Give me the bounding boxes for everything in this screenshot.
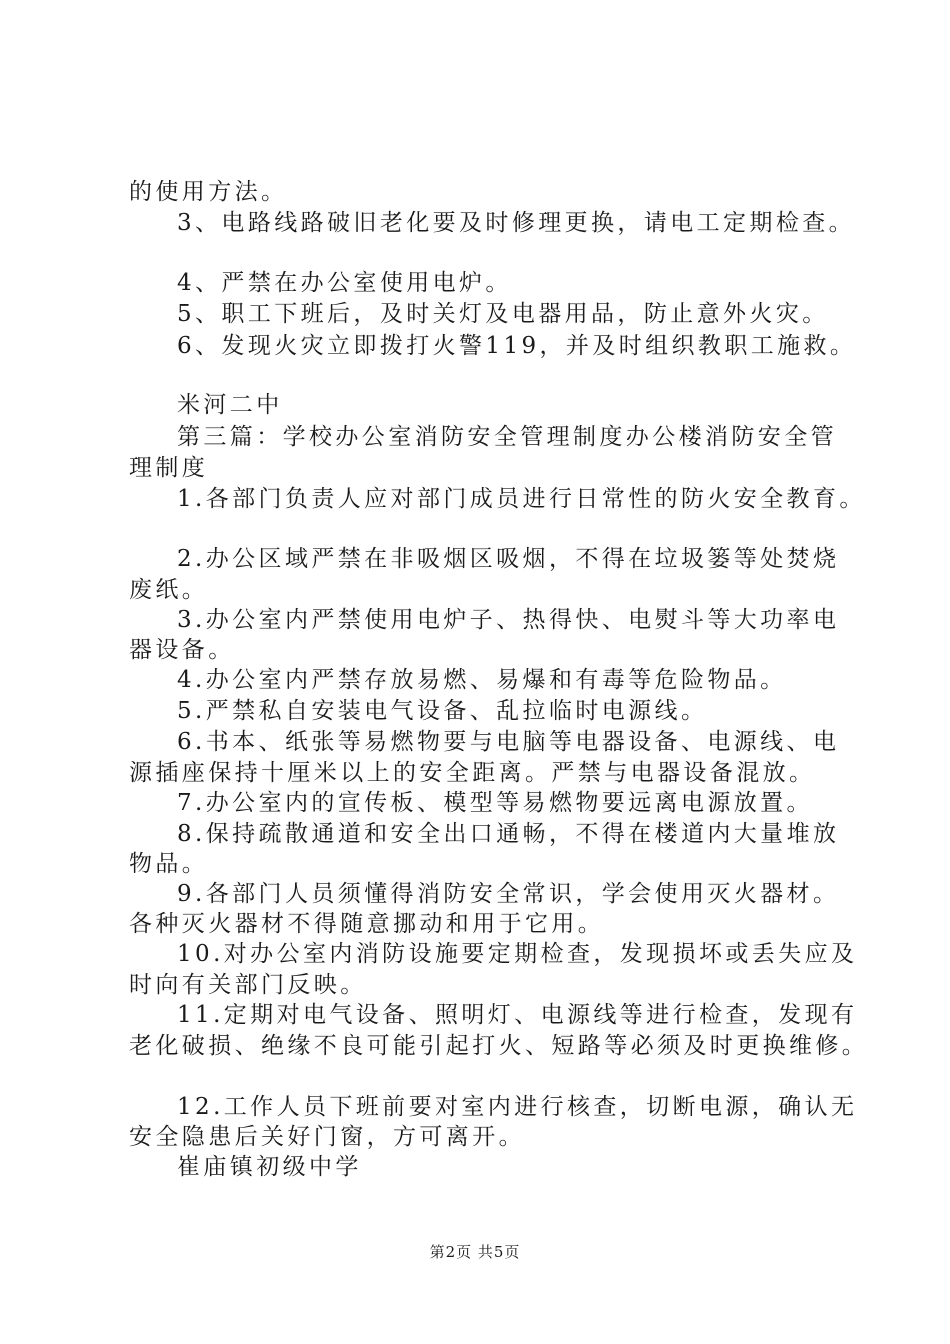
text-line: 器设备。: [129, 637, 235, 663]
text-line: 各种灭火器材不得随意挪动和用于它用。: [129, 911, 605, 937]
text-line: 4.办公室内严禁存放易燃、易爆和有毒等危险物品。: [177, 667, 787, 693]
text-line: 废纸。: [129, 577, 209, 603]
text-line: 11.定期对电气设备、照明灯、电源线等进行检查，发现有: [177, 1002, 858, 1028]
text-line: 源插座保持十厘米以上的安全距离。严禁与电器设备混放。: [129, 760, 816, 786]
text-line: 6.书本、纸张等易燃物要与电脑等电器设备、电源线、电: [177, 729, 840, 755]
text-line: 安全隐患后关好门窗，方可离开。: [129, 1124, 525, 1150]
text-line: 时向有关部门反映。: [129, 972, 367, 998]
text-line: 物品。: [129, 851, 209, 877]
section-title: 第三篇：学校办公室消防安全管理制度办公楼消防安全管: [177, 424, 837, 450]
text-line: 8.保持疏散通道和安全出口通畅，不得在楼道内大量堆放: [177, 821, 840, 847]
signature-school: 崔庙镇初级中学: [177, 1154, 362, 1180]
text-line: 10.对办公室内消防设施要定期检查，发现损坏或丢失应及: [177, 941, 858, 967]
text-line: 9.各部门人员须懂得消防安全常识，学会使用灭火器材。: [177, 881, 840, 907]
text-line: 2.办公区域严禁在非吸烟区吸烟，不得在垃圾篓等处焚烧: [177, 546, 840, 572]
signature-school: 米河二中: [177, 392, 283, 418]
text-line: 6、发现火灾立即拨打火警119，并及时组织教职工施救。: [177, 333, 857, 359]
text-line: 3、电路线路破旧老化要及时修理更换，请电工定期检查。: [177, 210, 856, 236]
text-line: 1.各部门负责人应对部门成员进行日常性的防火安全教育。: [177, 486, 866, 512]
page-number: 第2页 共5页: [429, 1243, 521, 1261]
text-line: 5.严禁私自安装电气设备、乱拉临时电源线。: [177, 698, 708, 724]
text-line: 7.办公室内的宣传板、模型等易燃物要远离电源放置。: [177, 790, 813, 816]
text-line: 的使用方法。: [129, 179, 288, 205]
text-line: 3.办公室内严禁使用电炉子、热得快、电熨斗等大功率电: [177, 607, 840, 633]
text-line: 12.工作人员下班前要对室内进行核查，切断电源，确认无: [177, 1094, 858, 1120]
text-line: 老化破损、绝缘不良可能引起打火、短路等必须及时更换维修。: [129, 1033, 869, 1059]
section-title-continued: 理制度: [129, 455, 209, 481]
text-line: 4、严禁在办公室使用电炉。: [177, 270, 512, 296]
text-line: 5、职工下班后，及时关灯及电器用品，防止意外火灾。: [177, 301, 829, 327]
